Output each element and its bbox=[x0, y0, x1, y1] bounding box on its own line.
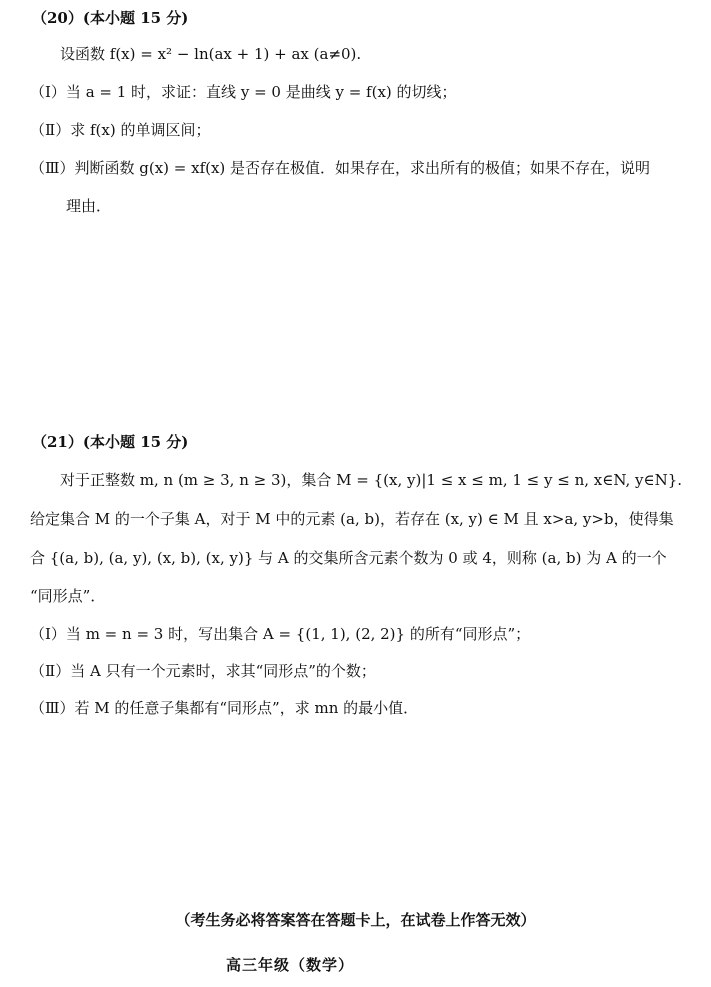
q21-part1: （Ⅰ）当 m = n = 3 时，写出集合 A = {(1, 1), (2, 2)} 的所有“同形点”； bbox=[30, 625, 531, 643]
q21-stem-line2: 给定集合 M 的一个子集 A，对于 M 中的元素 (a, b)，若存在 (x, y) ∈ M 且 x>a, y>b，使得集 bbox=[30, 510, 674, 528]
q21-part3: （Ⅲ）若 M 的任意子集都有“同形点”，求 mn 的最小值． bbox=[30, 699, 419, 717]
q20-part3-line2: 理由． bbox=[66, 197, 112, 215]
q20-part3-line1: （Ⅲ）判断函数 g(x) = xf(x) 是否存在极值．如果存在，求出所有的极值；如果不存在，说明 bbox=[30, 159, 651, 177]
q20-part1: （Ⅰ）当 a = 1 时，求证：直线 y = 0 是曲线 y = f(x) 的切线； bbox=[30, 83, 457, 101]
q20-header: （20）(本小题 15 分) bbox=[32, 9, 189, 27]
q21-stem-line3: 合 {(a, b), (a, y), (x, b), (x, y)} 与 A 的交集所含元素个数为 0 或 4，则称 (a, b) 为 A 的一个 bbox=[30, 549, 667, 567]
q21-header: （21）(本小题 15 分) bbox=[32, 433, 189, 451]
q21-stem-line1: 对于正整数 m, n (m ≥ 3, n ≥ 3)，集合 M = {(x, y)|1 ≤ x ≤ m, 1 ≤ y ≤ n, x∈N, y∈N}. bbox=[60, 471, 683, 489]
q21-stem-line4: “同形点”． bbox=[30, 587, 106, 605]
q20-part2: （Ⅱ）求 f(x) 的单调区间； bbox=[30, 121, 211, 139]
q20-stem: 设函数 f(x) = x² − ln(ax + 1) + ax (a≠0). bbox=[60, 45, 362, 63]
exam-notice: （考生务必将答案答在答题卡上，在试卷上作答无效） bbox=[175, 911, 536, 929]
q21-part2: （Ⅱ）当 A 只有一个元素时，求其“同形点”的个数； bbox=[30, 662, 376, 680]
grade-subject: 高三年级（数学） bbox=[226, 956, 355, 974]
